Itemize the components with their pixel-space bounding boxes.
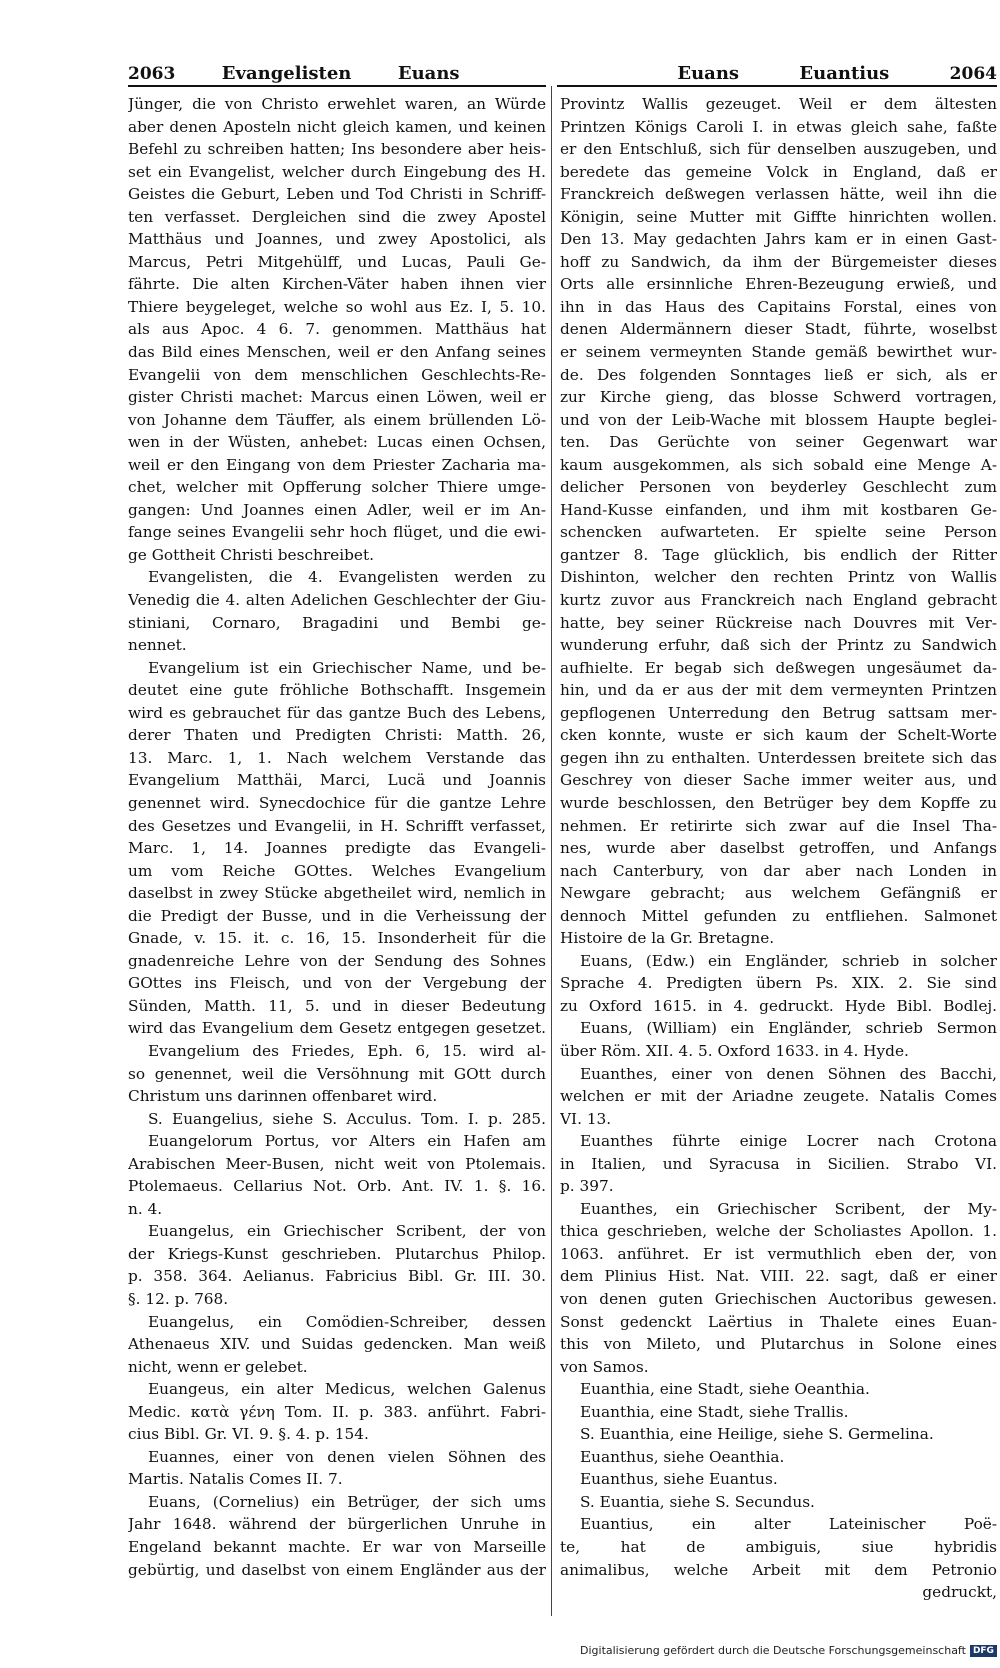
text-line: denen Aldermännern dieser Stadt, führte, woselbst — [560, 320, 997, 339]
left-column — [128, 93, 546, 1581]
text-line: wen in der Wüsten, anhebet: Lucas einen Ochsen, — [128, 433, 546, 452]
text-line: kurtz zuvor aus Franckreich nach England gebracht — [560, 591, 997, 610]
text-line: Euangelus, ein Comödien-Schreiber, dessen — [148, 1312, 546, 1331]
text-line: set ein Evangelist, welcher durch Eingebung des H. — [128, 162, 546, 181]
text-line: hatte, bey seiner Rückreise nach Douvres mit Ver- — [560, 613, 997, 632]
text-line: Euanthus, siehe Oeanthia. — [580, 1447, 785, 1466]
text-line: this von Mileto, und Plutarchus in Solone eines — [560, 1335, 997, 1354]
text-line: von Samos. — [560, 1357, 649, 1376]
text-line: aufhielte. Er begab sich deßwegen ungesäumet da- — [560, 658, 997, 677]
text-line: thica geschrieben, welche der Scholiastes Apollon. 1. — [560, 1222, 997, 1241]
text-line: nennet. — [128, 636, 187, 655]
text-line: Evangelisten, die 4. Evangelisten werden zu — [148, 568, 546, 587]
text-line: Euannes, einer von denen vielen Söhnen des — [148, 1447, 546, 1466]
text-line: von denen guten Griechischen Auctoribus gewesen. — [560, 1289, 997, 1308]
text-line: cken konnte, wuste er sich kaum der Schelt-Worte — [560, 726, 997, 745]
text-line: Newgare gebracht; aus welchem Gefängniß er — [560, 884, 997, 903]
text-line: Sonst gedenckt Laërtius in Thalete eines Euan- — [560, 1312, 997, 1331]
text-line: Geschrey von dieser Sache immer weiter aus, und — [560, 771, 997, 790]
text-line: wird das Evangelium dem Gesetz entgegen gesetzet. — [128, 1019, 546, 1038]
text-line: dem Plinius Hist. Nat. VIII. 22. sagt, daß er einer — [560, 1267, 997, 1286]
text-line: nehmen. Er retirirte sich zwar auf die Insel Tha- — [560, 816, 997, 835]
text-line: um vom Reiche GOttes. Welches Evangelium — [128, 861, 546, 880]
text-line: gantzer 8. Tage glücklich, bis endlich der Ritter — [560, 545, 997, 564]
text-line: Hand-Kusse einfanden, und ihm mit kostbaren Ge- — [560, 500, 997, 519]
text-line: beredete das gemeine Volck in England, daß er — [560, 162, 997, 181]
text-line: Jünger, die von Christo erwehlet waren, an Würde — [128, 95, 546, 113]
text-line: derer Thaten und Predigten Christi: Matth. 26, — [128, 726, 546, 745]
text-line: Franckreich deßwegen verlassen hätte, weil ihn die — [560, 185, 997, 204]
text-line: weil er den Eingang von dem Priester Zacharia ma- — [128, 455, 546, 474]
text-line: fährte. Die alten Kirchen-Väter haben ihnen vier — [128, 275, 546, 294]
text-line: er seinem vermeynten Stande gemäß bewirthet wur- — [560, 343, 997, 362]
text-line: S. Euanthia, eine Heilige, siehe S. Germelina. — [580, 1425, 934, 1444]
text-line: Euanthus, siehe Euantus. — [580, 1470, 778, 1489]
column-separator — [551, 86, 552, 1616]
text-line: gister Christi machet: Marcus einen Löwen, weil er — [128, 388, 546, 407]
text-line: Christum uns darinnen offenbaret wird. — [128, 1087, 438, 1106]
text-line: wunderung erfuhr, daß sich der Printz zu Sandwich — [560, 636, 997, 655]
text-line: ge Gottheit Christi beschreibet. — [128, 545, 374, 564]
right-head-word-2: Euantius — [799, 63, 890, 84]
text-line: Provintz Wallis gezeuget. Weil er dem ältesten — [560, 95, 997, 113]
text-line: Athenaeus XIV. und Suidas gedencken. Man weiß — [128, 1335, 546, 1354]
text-line: delicher Personen von beyderley Geschlecht zum — [560, 478, 997, 497]
text-line: genennet wird. Synecdochice für die gantze Lehre — [128, 793, 546, 812]
text-line: Befehl zu schreiben hatten; Ins besondere aber heis- — [128, 140, 546, 159]
text-line: schencken aufwarteten. Er spielte seine Person — [560, 523, 997, 542]
text-line: von Johanne dem Täuffer, als einem brüllenden Lö- — [128, 410, 546, 429]
text-line: Martis. Natalis Comes II. 7. — [128, 1470, 343, 1489]
text-line: Venedig die 4. alten Adelichen Geschlechter der Giu- — [128, 591, 546, 610]
text-line: ten verfasset. Dergleichen sind die zwey Apostel — [128, 207, 546, 226]
text-line: §. 12. p. 768. — [128, 1289, 229, 1308]
text-line: so genennet, weil die Versöhnung mit GOtt durch — [128, 1064, 546, 1083]
text-line: deutet eine gute fröhliche Bothschafft. Insgemein — [128, 681, 546, 700]
text-line: Jahr 1648. während der bürgerlichen Unruhe in — [128, 1515, 546, 1534]
text-line: nicht, wenn er gelebet. — [128, 1357, 308, 1376]
text-line: Euangelorum Portus, vor Alters ein Hafen am — [148, 1132, 546, 1151]
text-line: Dishinton, welcher den rechten Printz von Wallis — [560, 568, 997, 587]
text-line: Euangeus, ein alter Medicus, welchen Galenus — [148, 1380, 546, 1399]
text-line: Euans, (William) ein Engländer, schrieb Sermon — [580, 1019, 997, 1038]
text-line: und von der Leib-Wache mit blossem Haupte beglei- — [560, 410, 997, 429]
left-running-head — [128, 58, 546, 84]
text-line: Evangelium des Friedes, Eph. 6, 15. wird al- — [148, 1041, 546, 1060]
text-line: gepflogenen Unterredung den Betrug sattsam mer- — [560, 703, 997, 722]
text-line: Medic. κατὰ γένη Tom. II. p. 383. anführt. Fabri- — [128, 1402, 546, 1421]
text-line: Sünden, Matth. 11, 5. und in dieser Bedeutung — [128, 996, 546, 1015]
text-line: Arabischen Meer-Busen, nicht weit von Ptolemais. — [128, 1154, 546, 1173]
text-line: Marc. 1, 14. Joannes predigte das Evangeli- — [128, 839, 546, 858]
text-line: gedruckt, — [922, 1583, 997, 1602]
text-line: GOttes ins Fleisch, und von der Vergebung der — [128, 974, 546, 993]
text-line: Evangelium ist ein Griechischer Name, und be- — [148, 658, 546, 677]
text-line: animalibus, welche Arbeit mit dem Petronio — [560, 1560, 997, 1579]
text-line: Euanthia, eine Stadt, siehe Trallis. — [580, 1402, 849, 1421]
text-line: Histoire de la Gr. Bretagne. — [560, 929, 775, 948]
text-line: Euanthes, einer von denen Söhnen des Bacchi, — [580, 1064, 997, 1083]
text-line: Geistes die Geburt, Leben und Tod Christi in Schriff- — [128, 185, 546, 204]
text-line: Evangelium Matthäi, Marci, Lucä und Joannis — [128, 771, 546, 790]
text-line: Euanthes führte einige Locrer nach Crotona — [580, 1132, 997, 1151]
text-line: stiniani, Cornaro, Bragadini und Bembi ge- — [128, 613, 546, 632]
text-line: des Gesetzes und Evangelii, in H. Schrifft verfasset, — [128, 816, 546, 835]
text-line: Evangelii von dem menschlichen Geschlechts-Re- — [128, 365, 546, 384]
text-line: Den 13. May gedachten Jahrs kam er in einen Gast- — [560, 230, 997, 249]
text-line: cius Bibl. Gr. VI. 9. §. 4. p. 154. — [128, 1425, 369, 1444]
text-line: Ptolemaeus. Cellarius Not. Orb. Ant. IV. 1. §. 16. — [128, 1177, 546, 1196]
text-line: zur Kirche gieng, das blosse Schwerd vortragen, — [560, 388, 997, 407]
text-line: der Kriegs-Kunst geschrieben. Plutarchus Philop. — [128, 1244, 546, 1263]
right-page-number: 2064 — [949, 64, 997, 84]
text-line: Euanthes, ein Griechischer Scribent, der My- — [580, 1199, 997, 1218]
text-line: gnadenreiche Lehre von der Sendung des Sohnes — [128, 951, 546, 970]
text-line: hoff zu Sandwich, da ihm der Bürgemeister dieses — [560, 252, 997, 271]
text-line: zu Oxford 1615. in 4. gedruckt. Hyde Bibl. Bodlej. — [560, 996, 997, 1015]
text-line: welchen er mit der Ariadne zeugete. Natalis Comes — [560, 1087, 997, 1106]
text-line: VI. 13. — [560, 1109, 612, 1128]
text-line: Engeland bekannt machte. Er war von Marseille — [128, 1538, 546, 1556]
text-line: 1063. anführet. Er ist vermuthlich eben der, von — [560, 1244, 997, 1263]
text-line: nes, wurde aber daselbst getroffen, und Anfangs — [560, 839, 997, 858]
dfg-logo: DFG — [970, 1645, 997, 1657]
text-line: gegen ihn zu enthalten. Unterdessen breitete sich das — [560, 748, 997, 767]
text-line: ten. Das Gerüchte von seiner Gegenwart war — [560, 433, 997, 452]
text-line: Euantius, ein alter Lateinischer Poë- — [580, 1515, 997, 1534]
text-line: Printzen Königs Caroli I. in etwas gleich sahe, faßte — [560, 117, 997, 136]
text-line: als aus Apoc. 4 6. 7. genommen. Matthäus hat — [128, 320, 546, 339]
text-line: S. Euangelius, siehe S. Acculus. Tom. I. p. 285. — [148, 1109, 546, 1128]
left-head-word-2: Euans — [397, 63, 460, 84]
footer-credit: Digitalisierung gefördert durch die Deutsche Forschungsgemeinschaft — [580, 1644, 966, 1657]
text-line: Orts alle ersinnliche Ehren-Bezeugung erwieß, und — [560, 275, 997, 294]
right-header-rule — [557, 85, 997, 87]
text-line: wird es gebrauchet für das gantze Buch des Lebens, — [128, 703, 546, 722]
text-line: dennoch Mittel gefunden zu entfliehen. Salmonet — [560, 906, 997, 925]
text-line: chet, welcher mit Opfferung solcher Thiere umge- — [128, 478, 546, 497]
text-line: Euans, (Cornelius) ein Betrüger, der sich ums — [148, 1492, 546, 1511]
text-line: das Bild eines Menschen, weil er den Anfang seines — [128, 343, 546, 362]
text-line: hin, und da er aus der mit dem vermeynten Printzen — [560, 681, 997, 700]
text-line: die Predigt der Busse, und in die Verheissung der — [128, 906, 546, 925]
text-line: Gnade, v. 15. it. c. 16, 15. Insonderheit für die — [128, 929, 546, 948]
text-line: nach Canterbury, von dar aber nach Londen in — [560, 861, 997, 880]
text-line: ihn in das Haus des Capitains Forstal, eines von — [560, 297, 997, 316]
text-line: Euanthia, eine Stadt, siehe Oeanthia. — [580, 1380, 870, 1399]
text-line: Sprache 4. Predigten übern Ps. XIX. 2. Sie sind — [560, 974, 997, 993]
text-line: er den Entschluß, sich für denselben auszugeben, und — [560, 140, 997, 159]
text-line: 13. Marc. 1, 1. Nach welchem Verstande das — [128, 748, 546, 767]
text-line: Thiere beygeleget, welche so wohl aus Ez. I, 5. 10. — [128, 297, 546, 316]
text-line: wurde beschlossen, den Betrüger bey dem Kopffe zu — [560, 793, 997, 812]
text-line: Königin, seine Mutter mit Giffte hinrichten wollen. — [560, 207, 997, 226]
text-line: te, hat de ambiguis, siue hybridis — [560, 1538, 997, 1556]
text-line: p. 358. 364. Aelianus. Fabricius Bibl. Gr. III. 30. — [128, 1267, 546, 1286]
text-line: Euans, (Edw.) ein Engländer, schrieb in solcher — [580, 951, 997, 970]
text-line: Matthäus und Joannes, und zwey Apostolici, als — [128, 230, 546, 249]
text-line: daselbst in zwey Stücke abgetheilet wird, nemlich in — [128, 884, 546, 903]
text-line: p. 397. — [560, 1177, 614, 1196]
text-line: fange seines Evangelii sehr hoch flüget, und die ewi- — [128, 523, 546, 542]
text-line: kaum ausgekommen, als sich sobald eine Menge A- — [560, 455, 997, 474]
text-line: Marcus, Petri Mitgehülff, und Lucas, Pauli Ge- — [128, 252, 546, 271]
text-line: aber denen Aposteln nicht gleich kamen, und keinen — [128, 117, 546, 136]
footer — [580, 1644, 997, 1657]
right-column — [560, 93, 997, 1604]
right-running-head — [557, 58, 997, 84]
right-head-word-1: Euans — [677, 63, 740, 84]
left-header-rule — [128, 85, 546, 87]
left-page-number: 2063 — [128, 64, 176, 84]
text-line: de. Des folgenden Sonntages ließ er sich, als er — [560, 365, 997, 384]
text-line: gebürtig, und daselbst von einem Engländer aus der — [128, 1560, 546, 1579]
text-line: Euangelus, ein Griechischer Scribent, der von — [148, 1222, 546, 1241]
left-head-word-1: Evangelisten — [221, 63, 352, 84]
text-line: über Röm. XII. 4. 5. Oxford 1633. in 4. Hyde. — [560, 1041, 909, 1060]
text-line: n. 4. — [128, 1199, 163, 1218]
text-line: in Italien, und Syracusa in Sicilien. Strabo VI. — [560, 1154, 997, 1173]
text-line: gangen: Und Joannes einen Adler, weil er im An- — [128, 500, 546, 519]
text-line: S. Euantia, siehe S. Secundus. — [580, 1492, 815, 1511]
